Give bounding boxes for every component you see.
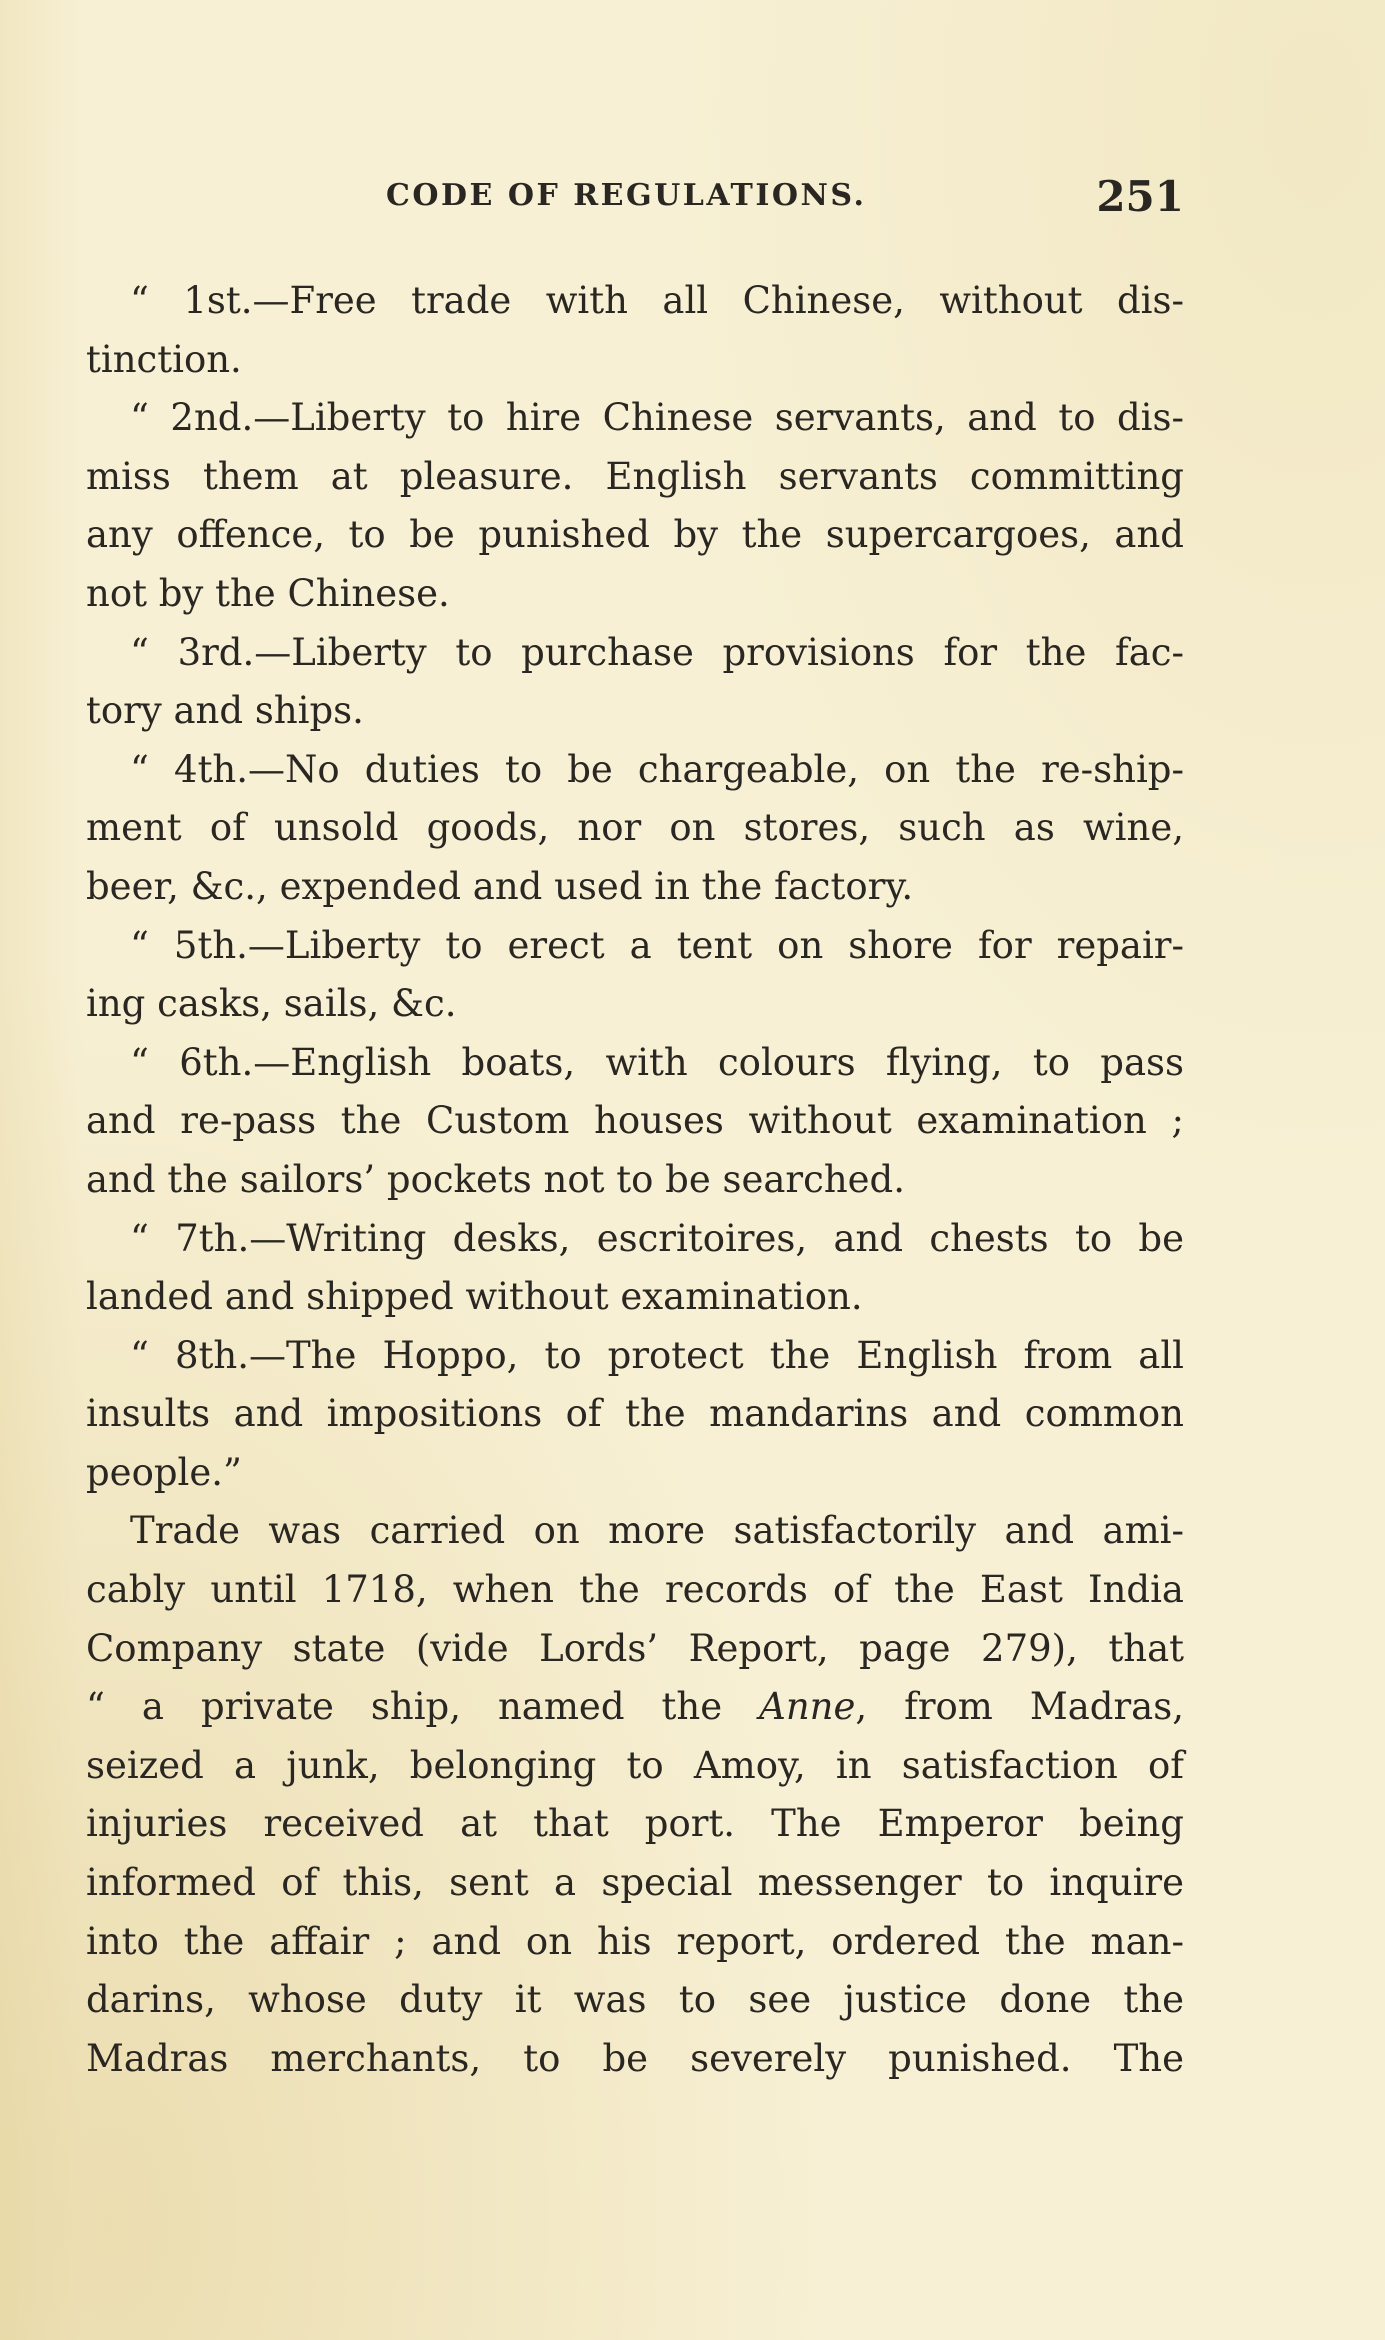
text-segment: “ a private ship, named the	[86, 1685, 760, 1729]
text-line-11: beer, &c., expended and used in the factory.	[86, 864, 914, 908]
text-line-6: not by the Chinese.	[86, 571, 450, 615]
text-line-28: informed of this, sent a special messenger to inquire	[86, 1861, 1184, 1905]
text-line-12: “ 5th.—Liberty to erect a tent on shore for repair-	[130, 923, 1184, 967]
text-line-5: any offence, to be punished by the supercargoes, and	[86, 513, 1184, 557]
text-line-19: “ 8th.—The Hoppo, to protect the English from all	[130, 1333, 1184, 1377]
text-line-4: miss them at pleasure. English servants committing	[86, 454, 1184, 498]
text-line-14: “ 6th.—English boats, with colours flying, to pass	[130, 1040, 1184, 1084]
page-number: 251	[1096, 172, 1184, 221]
text-line-21: people.”	[86, 1450, 242, 1494]
text-line-17: “ 7th.—Writing desks, escritoires, and chests to be	[130, 1216, 1184, 1260]
running-title: CODE OF REGULATIONS.	[386, 178, 867, 213]
text-line-15: and re-pass the Custom houses without examination ;	[86, 1099, 1184, 1143]
text-line-24: Company state (vide Lords’ Report, page 279), that	[86, 1626, 1184, 1670]
body-text	[86, 272, 1184, 2088]
text-line-1: “ 1st.—Free trade with all Chinese, without dis-	[130, 279, 1184, 322]
text-line-13: ing casks, sails, &c.	[86, 982, 457, 1026]
text-line-22: Trade was carried on more satisfactorily and ami-	[130, 1509, 1184, 1553]
text-line-27: injuries received at that port. The Emperor being	[86, 1802, 1184, 1846]
text-line-16: and the sailors’ pockets not to be searched.	[86, 1157, 906, 1201]
text-segment: , from Madras,	[855, 1685, 1184, 1729]
text-line-2: tinction.	[86, 337, 242, 381]
text-line-23: cably until 1718, when the records of the East India	[86, 1568, 1184, 1612]
text-line-30: darins, whose duty it was to see justice done the	[86, 1978, 1184, 2022]
text-line-26: seized a junk, belonging to Amoy, in satisfaction of	[86, 1743, 1184, 1787]
text-line-3: “ 2nd.—Liberty to hire Chinese servants, and to dis-	[130, 396, 1184, 440]
text-line-10: ment of unsold goods, nor on stores, such as wine,	[86, 806, 1184, 850]
text-line-20: insults and impositions of the mandarins and common	[86, 1392, 1184, 1436]
text-line-25	[86, 1678, 1184, 1737]
running-head	[86, 172, 1184, 232]
text-line-29: into the affair ; and on his report, ordered the man-	[86, 1919, 1184, 1963]
text-line-9: “ 4th.—No duties to be chargeable, on the re-ship-	[130, 747, 1184, 791]
text-line-7: “ 3rd.—Liberty to purchase provisions for the fac-	[130, 630, 1184, 674]
text-line-8: tory and ships.	[86, 689, 364, 733]
text-line-18: landed and shipped without examination.	[86, 1275, 863, 1319]
ship-name: Anne	[759, 1685, 856, 1729]
text-line-31: Madras merchants, to be severely punished. The	[86, 2036, 1184, 2080]
